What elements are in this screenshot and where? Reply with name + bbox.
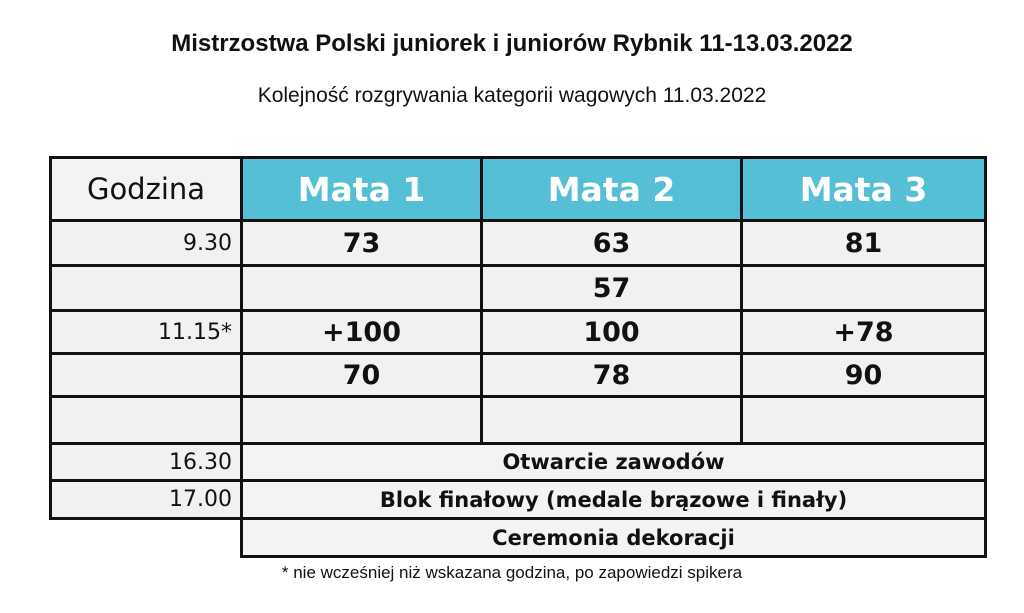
mat-2-cell: 63 [480, 219, 743, 267]
mat-3-cell [740, 395, 987, 445]
mat-1-cell [240, 264, 483, 312]
mat-1-cell: 73 [240, 219, 483, 267]
mat-3-cell: 81 [740, 219, 987, 267]
mat-2-cell: 57 [480, 264, 743, 312]
event-time-cell: 16.30 [49, 442, 243, 482]
mat-3-cell: +78 [740, 309, 987, 355]
time-cell [49, 264, 243, 312]
event-time-cell: 17.00 [49, 479, 243, 520]
mat-2-cell: 100 [480, 309, 743, 355]
column-header-mat-1: Mata 1 [240, 156, 483, 222]
footnote: * nie wcześniej niż wskazana godzina, po zapowiedzi spikera [281, 563, 743, 582]
time-cell [49, 395, 243, 445]
mat-3-cell [740, 264, 987, 312]
mat-3-cell: 90 [740, 352, 987, 398]
page-subtitle: Kolejność rozgrywania kategorii wagowych 11.03.2022 [257, 84, 767, 107]
event-label-cell: Otwarcie zawodów [240, 442, 987, 482]
event-label-cell: Ceremonia dekoracji [240, 517, 987, 558]
mat-2-cell: 78 [480, 352, 743, 398]
time-cell: 9.30 [49, 219, 243, 267]
time-cell [49, 352, 243, 398]
column-header-time: Godzina [49, 156, 243, 222]
column-header-mat-3: Mata 3 [740, 156, 987, 222]
mat-1-cell: +100 [240, 309, 483, 355]
event-label-cell: Blok finałowy (medale brązowe i finały) [240, 479, 987, 520]
time-cell: 11.15* [49, 309, 243, 355]
mat-2-cell [480, 395, 743, 445]
column-header-mat-2: Mata 2 [480, 156, 743, 222]
page-title: Mistrzostwa Polski juniorek i juniorów Rybnik 11-13.03.2022 [171, 30, 853, 57]
mat-1-cell [240, 395, 483, 445]
mat-1-cell: 70 [240, 352, 483, 398]
